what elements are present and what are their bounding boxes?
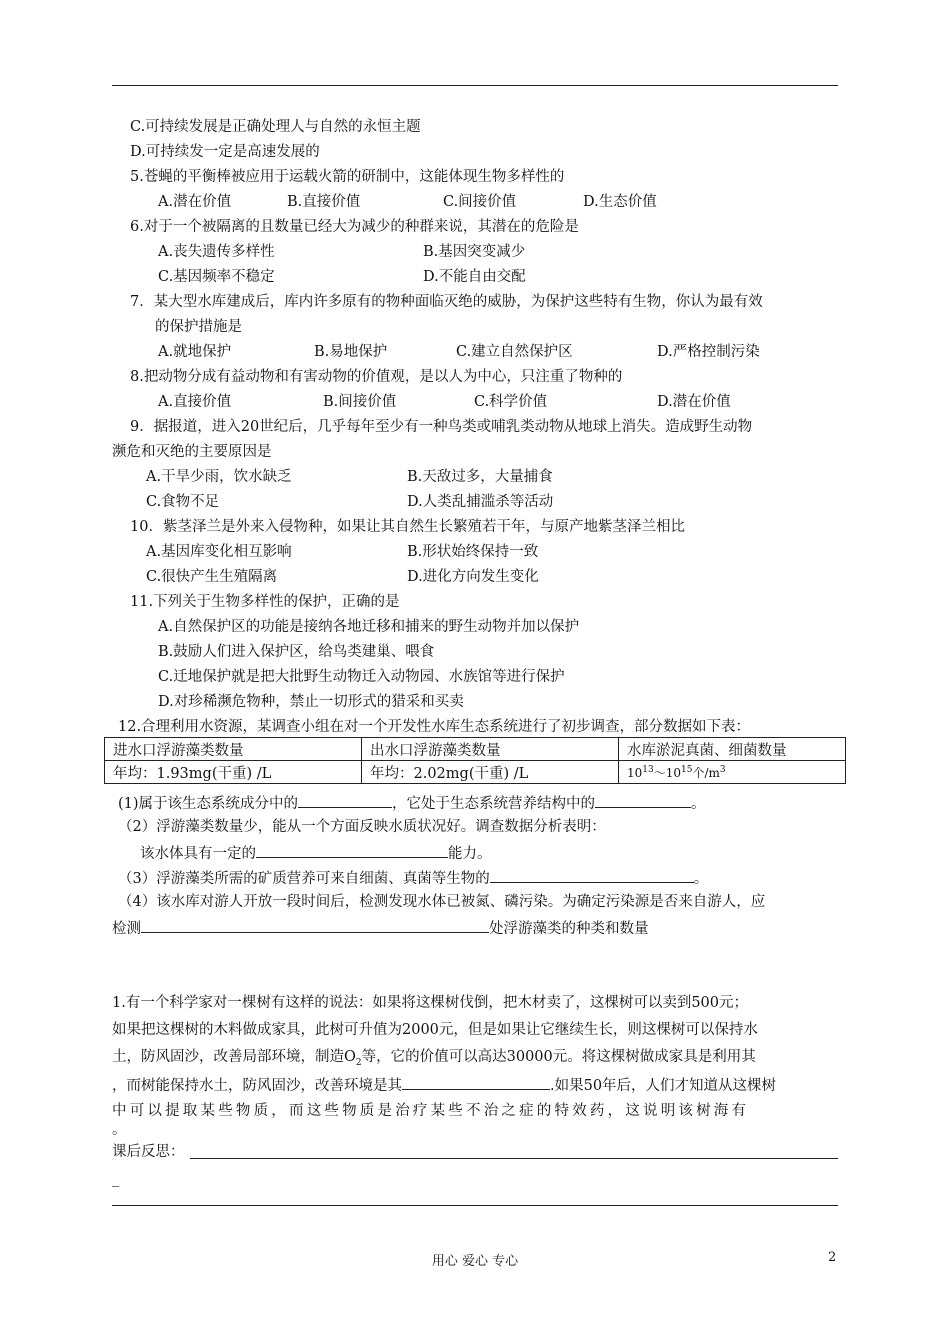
- q11-option-b: B.鼓励人们进入保护区，给鸟类建巢、喂食: [158, 644, 435, 660]
- q9-option-b: B.天敌过多，大量捕食: [407, 469, 553, 485]
- q10-option-b: B.形状始终保持一致: [407, 544, 539, 560]
- survey-data-table: [104, 737, 846, 784]
- table-row: [105, 761, 846, 784]
- extra-line-1: 1.有一个科学家对一棵树有这样的说法：如果将这棵树伐倒，把木材卖了，这棵树可以卖到500元；: [112, 995, 749, 1011]
- answer-blank[interactable]: [595, 793, 691, 808]
- q11-option-c: C.迁地保护就是把大批野生动物迁入动物园、水族馆等进行保护: [158, 669, 565, 685]
- table-header-cell: 水库淤泥真菌、细菌数量: [619, 738, 846, 761]
- q8-option-a: A.直接价值: [158, 394, 232, 410]
- q6-option-a: A.丧失遗传多样性: [158, 244, 275, 260]
- q8-stem: 8.把动物分成有益动物和有害动物的价值观，是以人为中心，只注重了物种的: [130, 369, 623, 385]
- q10-option-d: D.进化方向发生变化: [407, 569, 539, 585]
- reflection-label: 课后反思：: [112, 1144, 185, 1160]
- q12-sub2-cont: 该水体具有一定的 能力。: [140, 843, 492, 863]
- q6-option-d: D.不能自由交配: [423, 269, 526, 285]
- q5-option-c: C.间接价值: [443, 194, 517, 210]
- q11-option-a: A.自然保护区的功能是接纳各地迁移和捕来的野生动物并加以保护: [158, 619, 580, 635]
- reflection-line[interactable]: [190, 1158, 838, 1159]
- table-cell: 年均：1.93mg(干重) /L: [105, 761, 362, 784]
- q12-sub4-cont: 检测 处浮游藻类的种类和数量: [112, 918, 649, 938]
- answer-blank[interactable]: [256, 843, 448, 858]
- q8-option-c: C.科学价值: [474, 394, 548, 410]
- q5-stem: 5.苍蝇的平衡棒被应用于运载火箭的研制中，这能体现生物多样性的: [130, 169, 565, 185]
- extra-line-4: ，而树能保持水土，防风固沙，改善环境是其 .如果50年后，人们才知道从这棵树: [112, 1075, 776, 1095]
- answer-blank[interactable]: [298, 793, 392, 808]
- q10-option-a: A.基因库变化相互影响: [146, 544, 292, 560]
- q7-stem-1: 7．某大型水库建成后，库内许多原有的物种面临灭绝的威胁，为保护这些特有生物，你认为最有效: [130, 294, 763, 310]
- q6-stem: 6.对于一个被隔离的且数量已经大为减少的种群来说，其潜在的危险是: [130, 219, 579, 235]
- q12-sub3: （3）浮游藻类所需的矿质营养可来自细菌、真菌等生物的 。: [118, 868, 708, 888]
- extra-line-6: 。: [112, 1122, 127, 1138]
- q9-option-a: A.干旱少雨，饮水缺乏: [146, 469, 292, 485]
- q8-option-b: B.间接价值: [323, 394, 397, 410]
- table-header-cell: 进水口浮游藻类数量: [105, 738, 362, 761]
- q5-option-d: D.生态价值: [583, 194, 657, 210]
- q4-option-d: D.可持续发一定是高速发展的: [130, 144, 320, 160]
- bottom-rule: [112, 1205, 838, 1206]
- extra-line-5: 中可以提取某些物质，而这些物质是治疗某些不治之症的特效药，这说明该树海有: [112, 1103, 750, 1119]
- q7-option-a: A.就地保护: [158, 344, 232, 360]
- footer-motto: 用心 爱心 专心: [431, 1254, 519, 1269]
- q7-option-c: C.建立自然保护区: [456, 344, 573, 360]
- q10-stem: 10．紫茎泽兰是外来入侵物种，如果让其自然生长繁殖若干年，与原产地紫茎泽兰相比: [130, 519, 685, 535]
- q7-option-b: B.易地保护: [314, 344, 388, 360]
- q4-option-c: C.可持续发展是正确处理人与自然的永恒主题: [130, 119, 421, 135]
- q11-option-d: D.对珍稀濒危物种，禁止一切形式的猎采和买卖: [158, 694, 464, 710]
- reflection-underscore: _: [112, 1171, 120, 1187]
- table-header-row: [105, 738, 846, 761]
- top-rule: [112, 85, 838, 86]
- q10-option-c: C.很快产生生殖隔离: [146, 569, 278, 585]
- q6-option-c: C.基因频率不稳定: [158, 269, 275, 285]
- table-cell-bacteria-range: $10^{13}\sim 10^{15}$个$/m^3$: [619, 761, 846, 784]
- q7-option-d: D.严格控制污染: [657, 344, 760, 360]
- q5-option-a: A.潜在价值: [158, 194, 232, 210]
- table-header-cell: 出水口浮游藻类数量: [362, 738, 619, 761]
- q9-stem-1: 9．据报道，进入20世纪后，几乎每年至少有一种鸟类或哺乳类动物从地球上消失。造成野生动物: [130, 419, 753, 435]
- answer-blank[interactable]: [490, 868, 694, 883]
- q12-stem: 12.合理利用水资源，某调查小组在对一个开发性水库生态系统进行了初步调查，部分数据如下表：: [118, 719, 751, 735]
- answer-blank[interactable]: [402, 1075, 550, 1090]
- q5-option-b: B.直接价值: [287, 194, 361, 210]
- q9-option-d: D.人类乱捕滥杀等活动: [407, 494, 554, 510]
- q7-stem-2: 的保护措施是: [155, 319, 242, 335]
- q12-sub2: （2）浮游藻类数量少，能从一个方面反映水质状况好。调查数据分析表明：: [118, 819, 606, 835]
- q8-option-d: D.潜在价值: [657, 394, 731, 410]
- q11-stem: 11.下列关于生物多样性的保护，正确的是: [130, 594, 400, 610]
- q9-option-c: C.食物不足: [146, 494, 220, 510]
- answer-blank[interactable]: [141, 918, 489, 933]
- q12-sub4: （4）该水库对游人开放一段时间后，检测发现水体已被氮、磷污染。为确定污染源是否来自游人，应: [118, 894, 766, 910]
- page-number: 2: [828, 1250, 837, 1265]
- extra-line-3: 土，防风固沙，改善局部环境，制造$O_2$等，它的价值可以高达30000元。将这棵树做成家具是利用其: [112, 1049, 756, 1068]
- q6-option-b: B.基因突变减少: [423, 244, 526, 260]
- extra-line-2: 如果把这棵树的木料做成家具，此树可升值为2000元，但是如果让它继续生长，则这棵树可以保持水: [112, 1022, 758, 1038]
- q12-sub1: (1)属于该生态系统成分中的 ，它处于生态系统营养结构中的 。: [118, 793, 706, 813]
- q9-stem-2: 濒危和灭绝的主要原因是: [112, 444, 272, 460]
- table-cell: 年均：2.02mg(干重) /L: [362, 761, 619, 784]
